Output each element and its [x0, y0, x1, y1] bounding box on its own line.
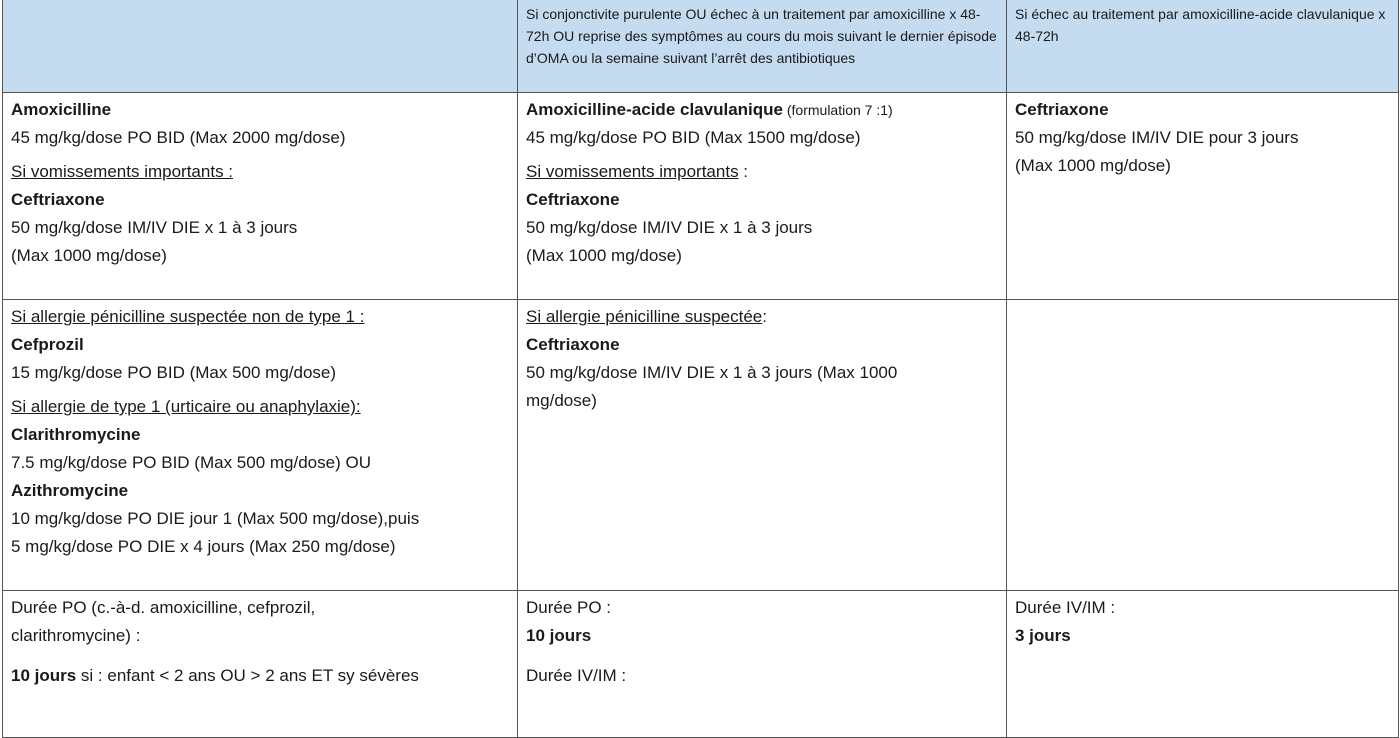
duration-cell-1 — [3, 591, 518, 738]
dose-text: (Max 1000 mg/dose) — [526, 246, 682, 265]
allergy-label: Si allergie de type 1 (urticaire ou anaphylaxie): — [11, 397, 361, 416]
duration-text: Durée IV/IM : — [526, 666, 627, 685]
dose-text: (Max 1000 mg/dose) — [11, 246, 167, 265]
dose-text: 10 mg/kg/dose PO DIE jour 1 (Max 500 mg/dose),puis — [11, 509, 420, 528]
drug-name: Amoxicilline-acide clavulanique — [526, 100, 783, 119]
vomit-label: Si vomissements importants — [526, 162, 739, 181]
dose-text: 5 mg/kg/dose PO DIE x 4 jours (Max 250 mg/dose) — [11, 537, 396, 556]
allergy-colon: : — [762, 307, 767, 326]
header-cell-3: Si échec au traitement par amoxicilline-acide clavulanique x 48-72h — [1007, 0, 1399, 93]
dose-text: 45 mg/kg/dose PO BID (Max 1500 mg/dose) — [526, 128, 861, 147]
dose-text: 15 mg/kg/dose PO BID (Max 500 mg/dose) — [11, 363, 337, 382]
drug-name: Cefprozil — [11, 335, 84, 354]
dose-text: 50 mg/kg/dose IM/IV DIE x 1 à 3 jours (Max 1000 — [526, 363, 898, 382]
duration-text: clarithromycine) : — [11, 626, 141, 645]
dose-text: 50 mg/kg/dose IM/IV DIE x 1 à 3 jours — [11, 218, 298, 237]
duration-cell-3 — [1007, 591, 1399, 738]
drug-name: Amoxicilline — [11, 100, 112, 119]
allergy-cell-1 — [3, 300, 518, 591]
drug-name: Ceftriaxone — [11, 190, 105, 209]
drug-name: Ceftriaxone — [1015, 100, 1109, 119]
vomit-colon: : — [738, 162, 749, 181]
drug-name: Ceftriaxone — [526, 335, 620, 354]
allergy-label: Si allergie pénicilline suspectée non de type 1 : — [11, 307, 365, 326]
duration-days: 10 jours — [11, 666, 77, 685]
header-cell-2: Si conjonctivite purulente OU échec à un traitement par amoxicilline x 48-72h OU reprise des symptômes au cours du mois suivant le dernier épisode d’OMA ou la semaine suivant l’arrêt des antibiotiques — [518, 0, 1007, 93]
duration-text: Durée PO : — [526, 598, 612, 617]
allergy-cell-3 — [1007, 300, 1399, 591]
dose-text: 7.5 mg/kg/dose PO BID (Max 500 mg/dose) OU — [11, 453, 371, 472]
dose-text: 50 mg/kg/dose IM/IV DIE pour 3 jours — [1015, 128, 1299, 147]
formulation-note: (formulation 7 :1) — [782, 102, 893, 118]
dose-text: 45 mg/kg/dose PO BID (Max 2000 mg/dose) — [11, 128, 346, 147]
antibiotic-treatment-table — [2, 0, 1399, 738]
dose-text: mg/dose) — [526, 391, 597, 410]
duration-text: Durée IV/IM : — [1015, 598, 1116, 617]
first-line-cell-3 — [1007, 93, 1399, 300]
allergy-label: Si allergie pénicilline suspectée — [526, 307, 763, 326]
first-line-cell-1 — [3, 93, 518, 300]
duration-days: 10 jours — [526, 626, 592, 645]
first-line-cell-2 — [518, 93, 1007, 300]
duration-text: Durée PO (c.-à-d. amoxicilline, cefprozil, — [11, 598, 316, 617]
header-row — [3, 0, 1399, 93]
header-cell-1 — [3, 0, 518, 93]
duration-days: 3 jours — [1015, 626, 1071, 645]
drug-name: Clarithromycine — [11, 425, 141, 444]
dose-text: (Max 1000 mg/dose) — [1015, 156, 1171, 175]
vomit-label: Si vomissements importants : — [11, 162, 234, 181]
allergy-row — [3, 300, 1399, 591]
duration-condition: si : enfant < 2 ans OU > 2 ans ET sy sévères — [76, 666, 419, 685]
allergy-cell-2 — [518, 300, 1007, 591]
duration-cell-2 — [518, 591, 1007, 738]
drug-name: Azithromycine — [11, 481, 129, 500]
drug-name: Ceftriaxone — [526, 190, 620, 209]
dose-text: 50 mg/kg/dose IM/IV DIE x 1 à 3 jours — [526, 218, 813, 237]
first-line-row — [3, 93, 1399, 300]
duration-row — [3, 591, 1399, 738]
